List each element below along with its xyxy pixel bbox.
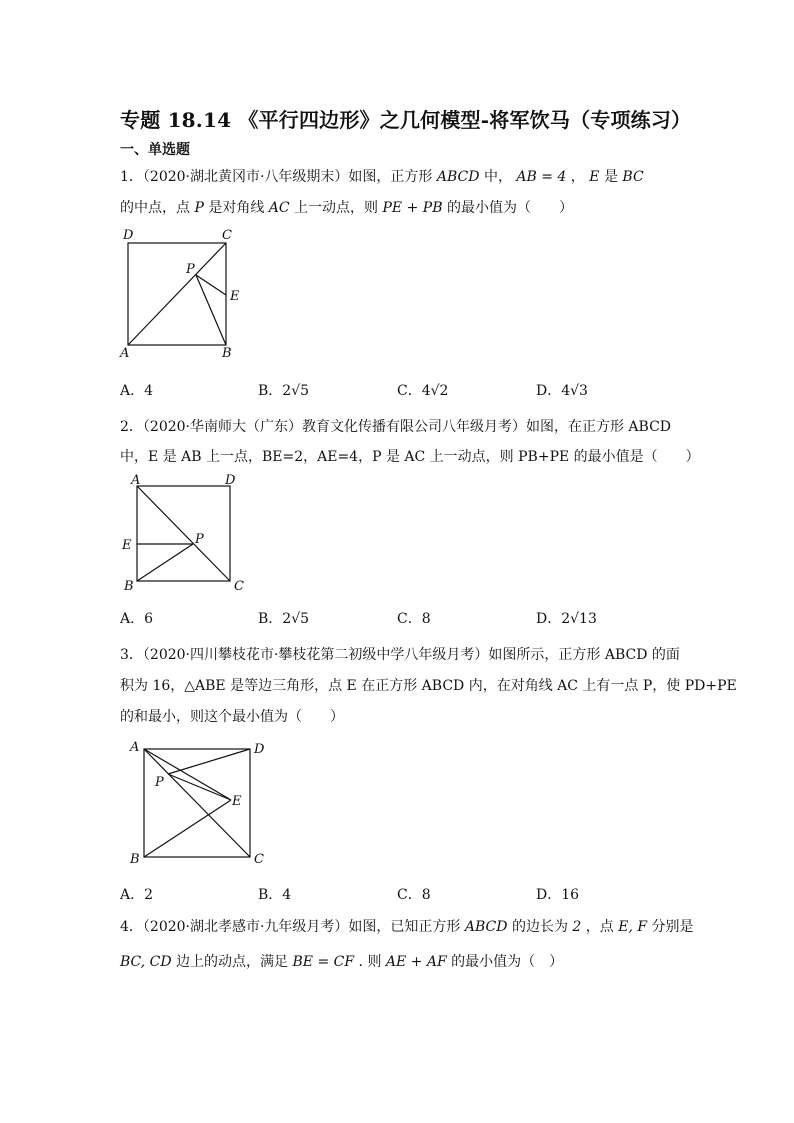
q1-math: BC: [622, 169, 644, 185]
q4-math: ABCD: [464, 919, 508, 935]
q4-line-2: [120, 951, 563, 971]
q1-label-d: D: [123, 228, 134, 243]
q4-line-1: [120, 916, 694, 936]
q4-text: 分别是: [651, 919, 694, 935]
q4-text: 的边长为: [511, 919, 568, 935]
q3-segment-pe: [168, 774, 231, 800]
q2-line-1: 2．（2020·华南师大（广东）教育文化传播有限公司八年级月考）如图，在正方形 ABCD: [120, 419, 672, 435]
q2-choice-b[interactable]: B．2√5: [258, 611, 310, 627]
q1-line-2: [120, 197, 573, 217]
q1-choice-a[interactable]: A．4: [120, 383, 154, 399]
q1-figure: [118, 225, 248, 360]
q4-text: . 则: [358, 954, 382, 970]
q1-math: AB = 4: [516, 169, 567, 185]
q1-label-b: B: [222, 346, 232, 360]
q1-choice-c[interactable]: C．4√2: [397, 383, 449, 399]
q2-label-e: E: [122, 538, 132, 553]
q1-text: 上一动点，则: [294, 200, 379, 216]
q3-label-a: A: [130, 740, 140, 755]
q4-math: AE + AF: [385, 954, 447, 970]
q2-diagonal-ac: [137, 486, 230, 581]
q1-text: 的中点，点: [120, 200, 190, 216]
q1-math: AC: [268, 200, 290, 216]
q3-label-c: C: [254, 852, 264, 867]
q3-line-2: 积为 16，△ABE 是等边三角形，点 E 在正方形 ABCD 内，在对角线 AC 上有一点 P，使 PD+PE: [120, 678, 737, 694]
q3-choice-d[interactable]: D．16: [536, 887, 580, 903]
q4-math: 2: [572, 919, 582, 935]
page-title: 专题 18.14 《平行四边形》之几何模型-将军饮马（专项练习）: [120, 108, 692, 132]
q3-line-1: 3．（2020·四川攀枝花市·攀枝花第二初级中学八年级月考）如图所示，正方形 ABCD 的面: [120, 647, 680, 663]
q4-math: E, F: [618, 919, 648, 935]
q3-segment-be: [144, 800, 231, 857]
q1-label-a: A: [120, 346, 130, 360]
q3-segment-pd: [168, 749, 250, 774]
q1-text: ，: [570, 169, 585, 185]
q3-label-b: B: [130, 852, 140, 867]
q2-choice-c[interactable]: C．8: [397, 611, 431, 627]
q1-line-1: [120, 166, 644, 186]
q2-line-2: 中，E 是 AB 上一点，BE=2，AE=4，P 是 AC 上一动点，则 PB+PE 的最小值是（ ）: [120, 449, 700, 465]
q1-text: 1．（2020·湖北黄冈市·八年级期末）如图，正方形: [120, 169, 433, 185]
q2-label-p: P: [195, 532, 204, 547]
q1-text: 是: [603, 169, 618, 185]
q2-label-d: D: [225, 473, 236, 488]
q4-math: BE = CF: [292, 954, 355, 970]
q3-line-3: 的和最小，则这个最小值为（ ）: [120, 709, 344, 725]
q1-choice-d[interactable]: D．4√3: [536, 383, 588, 399]
q1-math: ABCD: [436, 169, 480, 185]
q2-choice-a[interactable]: A．6: [120, 611, 154, 627]
q4-text: 4．（2020·湖北孝感市·九年级月考）如图，已知正方形: [120, 919, 461, 935]
q3-choice-c[interactable]: C．8: [397, 887, 431, 903]
q1-text: 是对角线: [208, 200, 265, 216]
q4-text: 边上的动点，满足: [176, 954, 289, 970]
q4-math: BC, CD: [120, 954, 172, 970]
q4-text: 的最小值为（ ）: [451, 954, 564, 970]
q3-choice-a[interactable]: A．2: [120, 887, 154, 903]
q1-math: PE + PB: [382, 200, 443, 216]
q1-label-p: P: [186, 262, 195, 277]
q1-label-c: C: [222, 228, 232, 243]
q2-segment-pb: [137, 544, 193, 581]
q2-figure: [118, 472, 248, 597]
q1-text: 的最小值为（ ）: [446, 200, 573, 216]
q1-math: E: [589, 169, 600, 185]
q1-choice-b[interactable]: B．2√5: [258, 383, 310, 399]
q4-text: ，点: [585, 919, 614, 935]
q3-label-d: D: [254, 742, 265, 757]
q2-label-b: B: [124, 579, 134, 594]
q1-label-e: E: [230, 289, 240, 304]
q3-figure: [118, 735, 278, 870]
section-heading: 一、单选题: [120, 142, 190, 158]
q2-label-c: C: [234, 579, 244, 594]
q2-label-a: A: [131, 473, 141, 488]
q2-choice-d[interactable]: D．2√13: [536, 611, 597, 627]
q1-math: P: [194, 200, 204, 216]
q1-text: 中，: [483, 169, 512, 185]
q3-label-p: P: [155, 775, 164, 790]
q3-label-e: E: [232, 794, 242, 809]
q1-diagonal-ac: [128, 243, 226, 345]
q3-choice-b[interactable]: B．4: [258, 887, 292, 903]
